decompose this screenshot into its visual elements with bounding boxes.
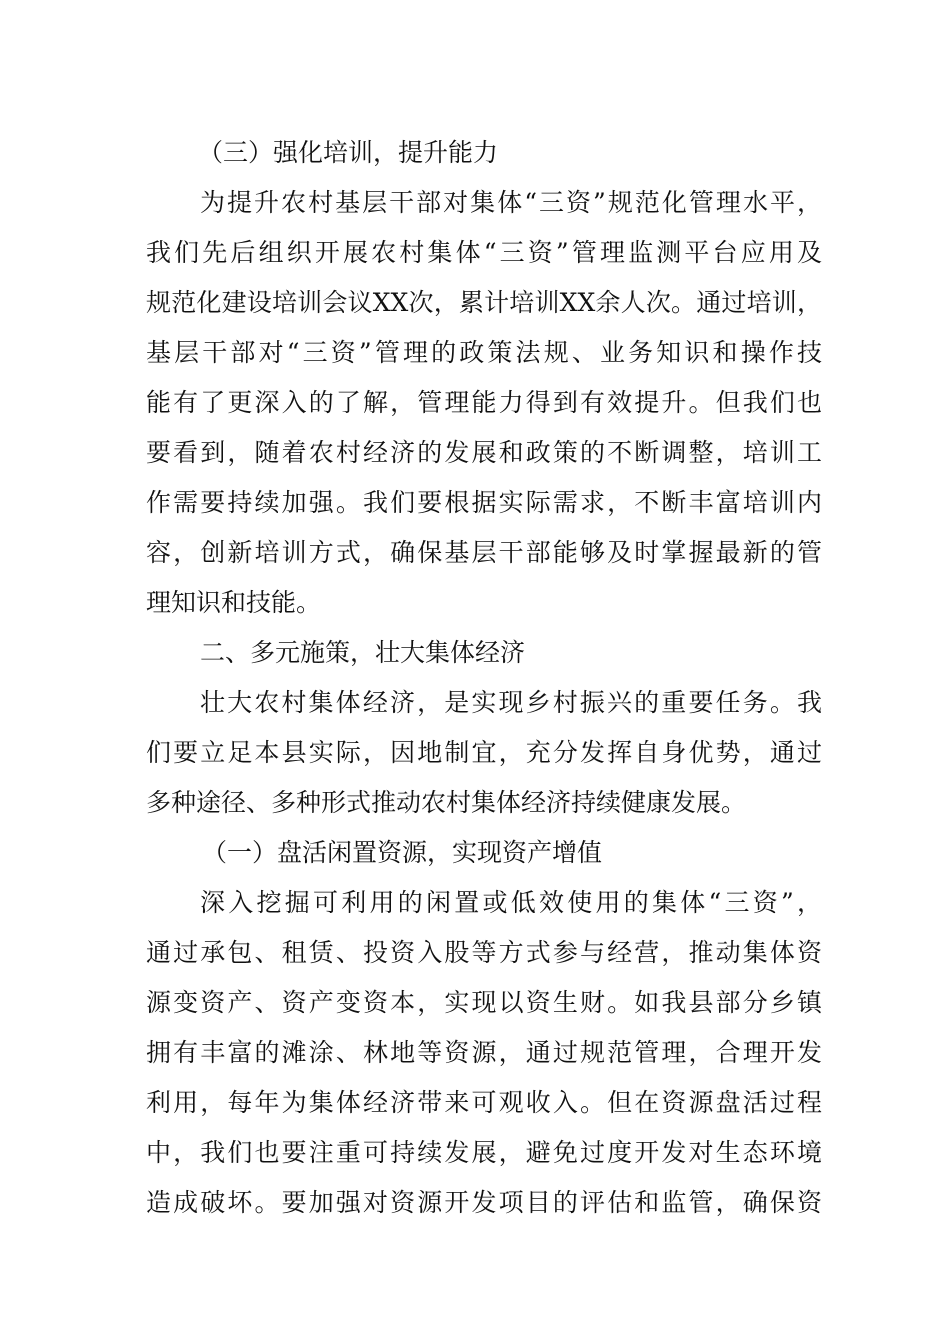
section-heading-idle-resources: （一）盘活闲置资源，实现资产增值: [202, 838, 603, 867]
paragraph-line: 理知识和技能。: [146, 588, 322, 617]
paragraph-line: 壮大农村集体经济，是实现乡村振兴的重要任务。我: [200, 688, 822, 717]
paragraph-line: 利用，每年为集体经济带来可观收入。但在资源盘活过程: [146, 1088, 822, 1117]
paragraph-line: 规范化建设培训会议XX次，累计培训XX余人次。通过培训，: [146, 288, 822, 317]
document-body: [146, 128, 822, 1228]
paragraph-line: 多种途径、多种形式推动农村集体经济持续健康发展。: [146, 788, 747, 817]
paragraph-line: 造成破坏。要加强对资源开发项目的评估和监管，确保资: [146, 1188, 822, 1217]
paragraph-line: 们要立足本县实际，因地制宜，充分发挥自身优势，通过: [146, 738, 822, 767]
section-heading-training: （三）强化培训，提升能力: [198, 138, 499, 167]
paragraph-line: 基层干部对“三资”管理的政策法规、业务知识和操作技: [146, 338, 822, 367]
paragraph-line: 深入挖掘可利用的闲置或低效使用的集体“三资”，: [200, 888, 822, 917]
paragraph-line: 通过承包、租赁、投资入股等方式参与经营，推动集体资: [146, 938, 822, 967]
part-heading-collective-economy: 二、多元施策，壮大集体经济: [200, 638, 526, 667]
paragraph-line: 容，创新培训方式，确保基层干部能够及时掌握最新的管: [146, 538, 822, 567]
paragraph-line: 能有了更深入的了解，管理能力得到有效提升。但我们也: [146, 388, 822, 417]
paragraph-line: 要看到，随着农村经济的发展和政策的不断调整，培训工: [146, 438, 822, 467]
paragraph-line: 中，我们也要注重可持续发展，避免过度开发对生态环境: [146, 1138, 822, 1167]
paragraph-line: 作需要持续加强。我们要根据实际需求，不断丰富培训内: [146, 488, 822, 517]
paragraph-line: 我们先后组织开展农村集体“三资”管理监测平台应用及: [146, 238, 822, 267]
paragraph-line: 源变资产、资产变资本，实现以资生财。如我县部分乡镇: [146, 988, 822, 1017]
paragraph-line: 为提升农村基层干部对集体“三资”规范化管理水平，: [200, 188, 822, 217]
paragraph-line: 拥有丰富的滩涂、林地等资源，通过规范管理，合理开发: [146, 1038, 822, 1067]
